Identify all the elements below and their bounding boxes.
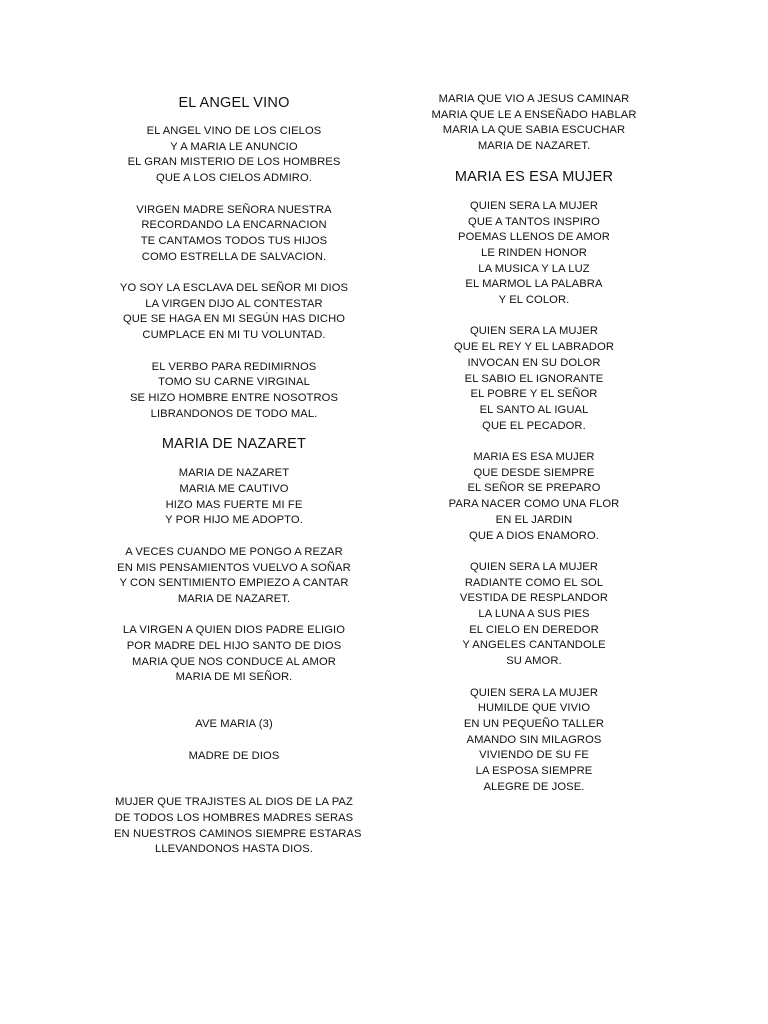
- verse-line: Y ANGELES CANTANDOLE: [462, 639, 606, 652]
- verse-line: EL SABIO EL IGNORANTE: [464, 372, 604, 385]
- verse: [416, 560, 652, 670]
- left-column: [114, 0, 362, 858]
- verse-line: LA MUSICA Y LA LUZ: [478, 262, 590, 275]
- verse-line: EN NUESTROS CAMINOS SIEMPRE ESTARAS: [114, 827, 362, 840]
- verse-line: A VECES CUANDO ME PONGO A REZAR: [125, 545, 343, 558]
- verse-line: LE RINDEN HONOR: [481, 246, 587, 259]
- verse: [416, 450, 652, 544]
- verse-line: PARA NACER COMO UNA FLOR: [448, 498, 620, 511]
- verse: [114, 124, 354, 187]
- verse: [114, 203, 354, 266]
- verse-line: MARIA QUE NOS CONDUCE AL AMOR: [132, 655, 336, 668]
- verse: [114, 623, 354, 686]
- verse-line: RECORDANDO LA ENCARNACION: [141, 219, 327, 232]
- verse-line: MARIA ES ESA MUJER: [473, 451, 595, 464]
- verse-line: EN MIS PENSAMIENTOS VUELVO A SOÑAR: [117, 561, 351, 574]
- verse-line: AMANDO SIN MILAGROS: [466, 733, 602, 746]
- verse-gap: [114, 733, 354, 749]
- verse-line: EL SEÑOR SE PREPARO: [467, 482, 601, 495]
- verse-gap: [416, 544, 652, 560]
- verse-line: MARIA ME CAUTIVO: [179, 483, 289, 496]
- verse: [416, 92, 652, 155]
- verse-line: EL MARMOL LA PALABRA: [465, 278, 603, 291]
- song-title-el-angel-vino: EL ANGEL VINO: [178, 95, 290, 111]
- verse-line: LIBRANDONOS DE TODO MAL.: [150, 407, 318, 420]
- verse-line: MARIA LA QUE SABIA ESCUCHAR: [442, 124, 626, 137]
- verse-line: EL SANTO AL IGUAL: [479, 403, 589, 416]
- title-gap: [114, 453, 354, 466]
- title-gap: [114, 422, 354, 435]
- right-column: [416, 0, 652, 795]
- verse-line: QUIEN SERA LA MUJER: [469, 199, 599, 212]
- verse: [114, 545, 354, 608]
- verse-line: QUE DESDE SIEMPRE: [473, 466, 595, 479]
- verse-line: YO SOY LA ESCLAVA DEL SEÑOR MI DIOS: [119, 282, 349, 294]
- verse-line: LA ESPOSA SIEMPRE: [475, 765, 593, 778]
- refrain-line-ave-maria: AVE MARIA (3): [195, 718, 273, 731]
- verse-gap: [114, 265, 354, 281]
- verse-line: LA LUNA A SUS PIES: [478, 608, 590, 621]
- verse-line: LA VIRGEN DIJO AL CONTESTAR: [145, 297, 323, 310]
- verse-line: CUMPLACE EN MI TU VOLUNTAD.: [142, 329, 326, 342]
- verse-line: EL POBRE Y EL SEÑOR: [470, 388, 598, 401]
- verse-line: COMO ESTRELLA DE SALVACION.: [141, 250, 327, 263]
- verse-line: QUE A TANTOS INSPIRO: [468, 215, 600, 228]
- verse-line: LLEVANDONOS HASTA DIOS.: [155, 843, 313, 856]
- verse-line: MARIA DE NAZARET: [178, 467, 290, 480]
- verse-line: INVOCAN EN SU DOLOR: [467, 356, 601, 369]
- verse: [114, 795, 362, 858]
- verse-line: QUIEN SERA LA MUJER: [469, 560, 599, 573]
- verse-line: QUE EL PECADOR.: [482, 419, 586, 432]
- refrain: [114, 717, 354, 733]
- verse-line: SE HIZO HOMBRE ENTRE NOSOTROS: [129, 391, 339, 404]
- refrain-line-madre-de-dios: MADRE DE DIOS: [188, 749, 280, 762]
- verse-line: QUIEN SERA LA MUJER: [469, 686, 599, 699]
- verse-gap: [114, 608, 354, 624]
- verse-line: QUIEN SERA LA MUJER: [469, 325, 599, 338]
- verse-line: EL VERBO PARA REDIMIRNOS: [151, 360, 317, 373]
- verse-line: LA VIRGEN A QUIEN DIOS PADRE ELIGIO: [122, 624, 346, 637]
- verse-gap: [114, 344, 354, 360]
- verse-gap: [114, 529, 354, 545]
- verse-gap: [416, 434, 652, 450]
- verse-line: EN EL JARDIN: [495, 513, 573, 526]
- refrain: [114, 749, 354, 765]
- verse-line: TE CANTAMOS TODOS TUS HIJOS: [140, 234, 328, 247]
- verse-gap: [416, 309, 652, 325]
- verse-line: MARIA QUE VIO A JESUS CAMINAR: [438, 93, 630, 105]
- verse-line: Y POR HIJO ME ADOPTO.: [165, 514, 303, 527]
- verse-line: SU AMOR.: [506, 655, 562, 668]
- verse-line: Y EL COLOR.: [498, 294, 570, 307]
- verse-line: POR MADRE DEL HIJO SANTO DE DIOS: [126, 640, 342, 653]
- verse-line: QUE EL REY Y EL LABRADOR: [453, 341, 615, 354]
- verse-line: MARIA DE NAZARET.: [177, 592, 291, 605]
- verse-line: QUE SE HAGA EN MI SEGÚN HAS DICHO: [122, 313, 346, 326]
- verse-gap: [114, 686, 354, 717]
- verse-line: EL ANGEL VINO DE LOS CIELOS: [146, 125, 322, 137]
- verse-line: TOMO SU CARNE VIRGINAL: [158, 376, 310, 389]
- verse-line: EN UN PEQUEÑO TALLER: [463, 717, 605, 730]
- title-gap: [416, 186, 652, 199]
- verse-line: ALEGRE DE JOSE.: [483, 780, 585, 793]
- verse-line: QUE A DIOS ENAMORO.: [469, 529, 599, 542]
- verse-line: VIVIENDO DE SU FE: [479, 749, 589, 762]
- verse-line: VESTIDA DE RESPLANDOR: [459, 592, 609, 605]
- verse-line: MARIA DE NAZARET.: [477, 140, 591, 153]
- verse: [114, 466, 354, 529]
- verse-line: VIRGEN MADRE SEÑORA NUESTRA: [136, 203, 332, 216]
- verse: [114, 281, 354, 344]
- verse-line: EL CIELO EN DEREDOR: [469, 623, 599, 636]
- verse-line: HUMILDE QUE VIVIO: [477, 702, 591, 715]
- song-title-maria-es-esa-mujer: MARIA ES ESA MUJER: [454, 168, 614, 185]
- verse: [416, 324, 652, 434]
- verse-gap: [114, 764, 354, 795]
- verse-line: DE TODOS LOS HOMBRES MADRES SERAS: [114, 811, 354, 824]
- verse: [416, 686, 652, 796]
- verse-line: Y A MARIA LE ANUNCIO: [170, 140, 298, 153]
- verse-line: QUE A LOS CIELOS ADMIRO.: [156, 172, 312, 185]
- verse-line: Y CON SENTIMIENTO EMPIEZO A CANTAR: [119, 577, 349, 590]
- verse: [416, 199, 652, 309]
- verse-line: MARIA DE MI SEÑOR.: [175, 671, 293, 684]
- verse-gap: [114, 187, 354, 203]
- verse-gap: [416, 670, 652, 686]
- verse-line: MUJER QUE TRAJISTES AL DIOS DE LA PAZ: [115, 796, 353, 809]
- title-gap: [416, 155, 652, 168]
- verse-line: POEMAS LLENOS DE AMOR: [458, 231, 610, 244]
- verse-line: MARIA QUE LE A ENSEÑADO HABLAR: [431, 108, 637, 121]
- verse-line: RADIANTE COMO EL SOL: [464, 576, 604, 589]
- verse-line: HIZO MAS FUERTE MI FE: [165, 498, 303, 511]
- song-title-maria-de-nazaret: MARIA DE NAZARET: [161, 436, 307, 453]
- verse: [114, 360, 354, 423]
- verse-line: EL GRAN MISTERIO DE LOS HOMBRES: [127, 156, 341, 169]
